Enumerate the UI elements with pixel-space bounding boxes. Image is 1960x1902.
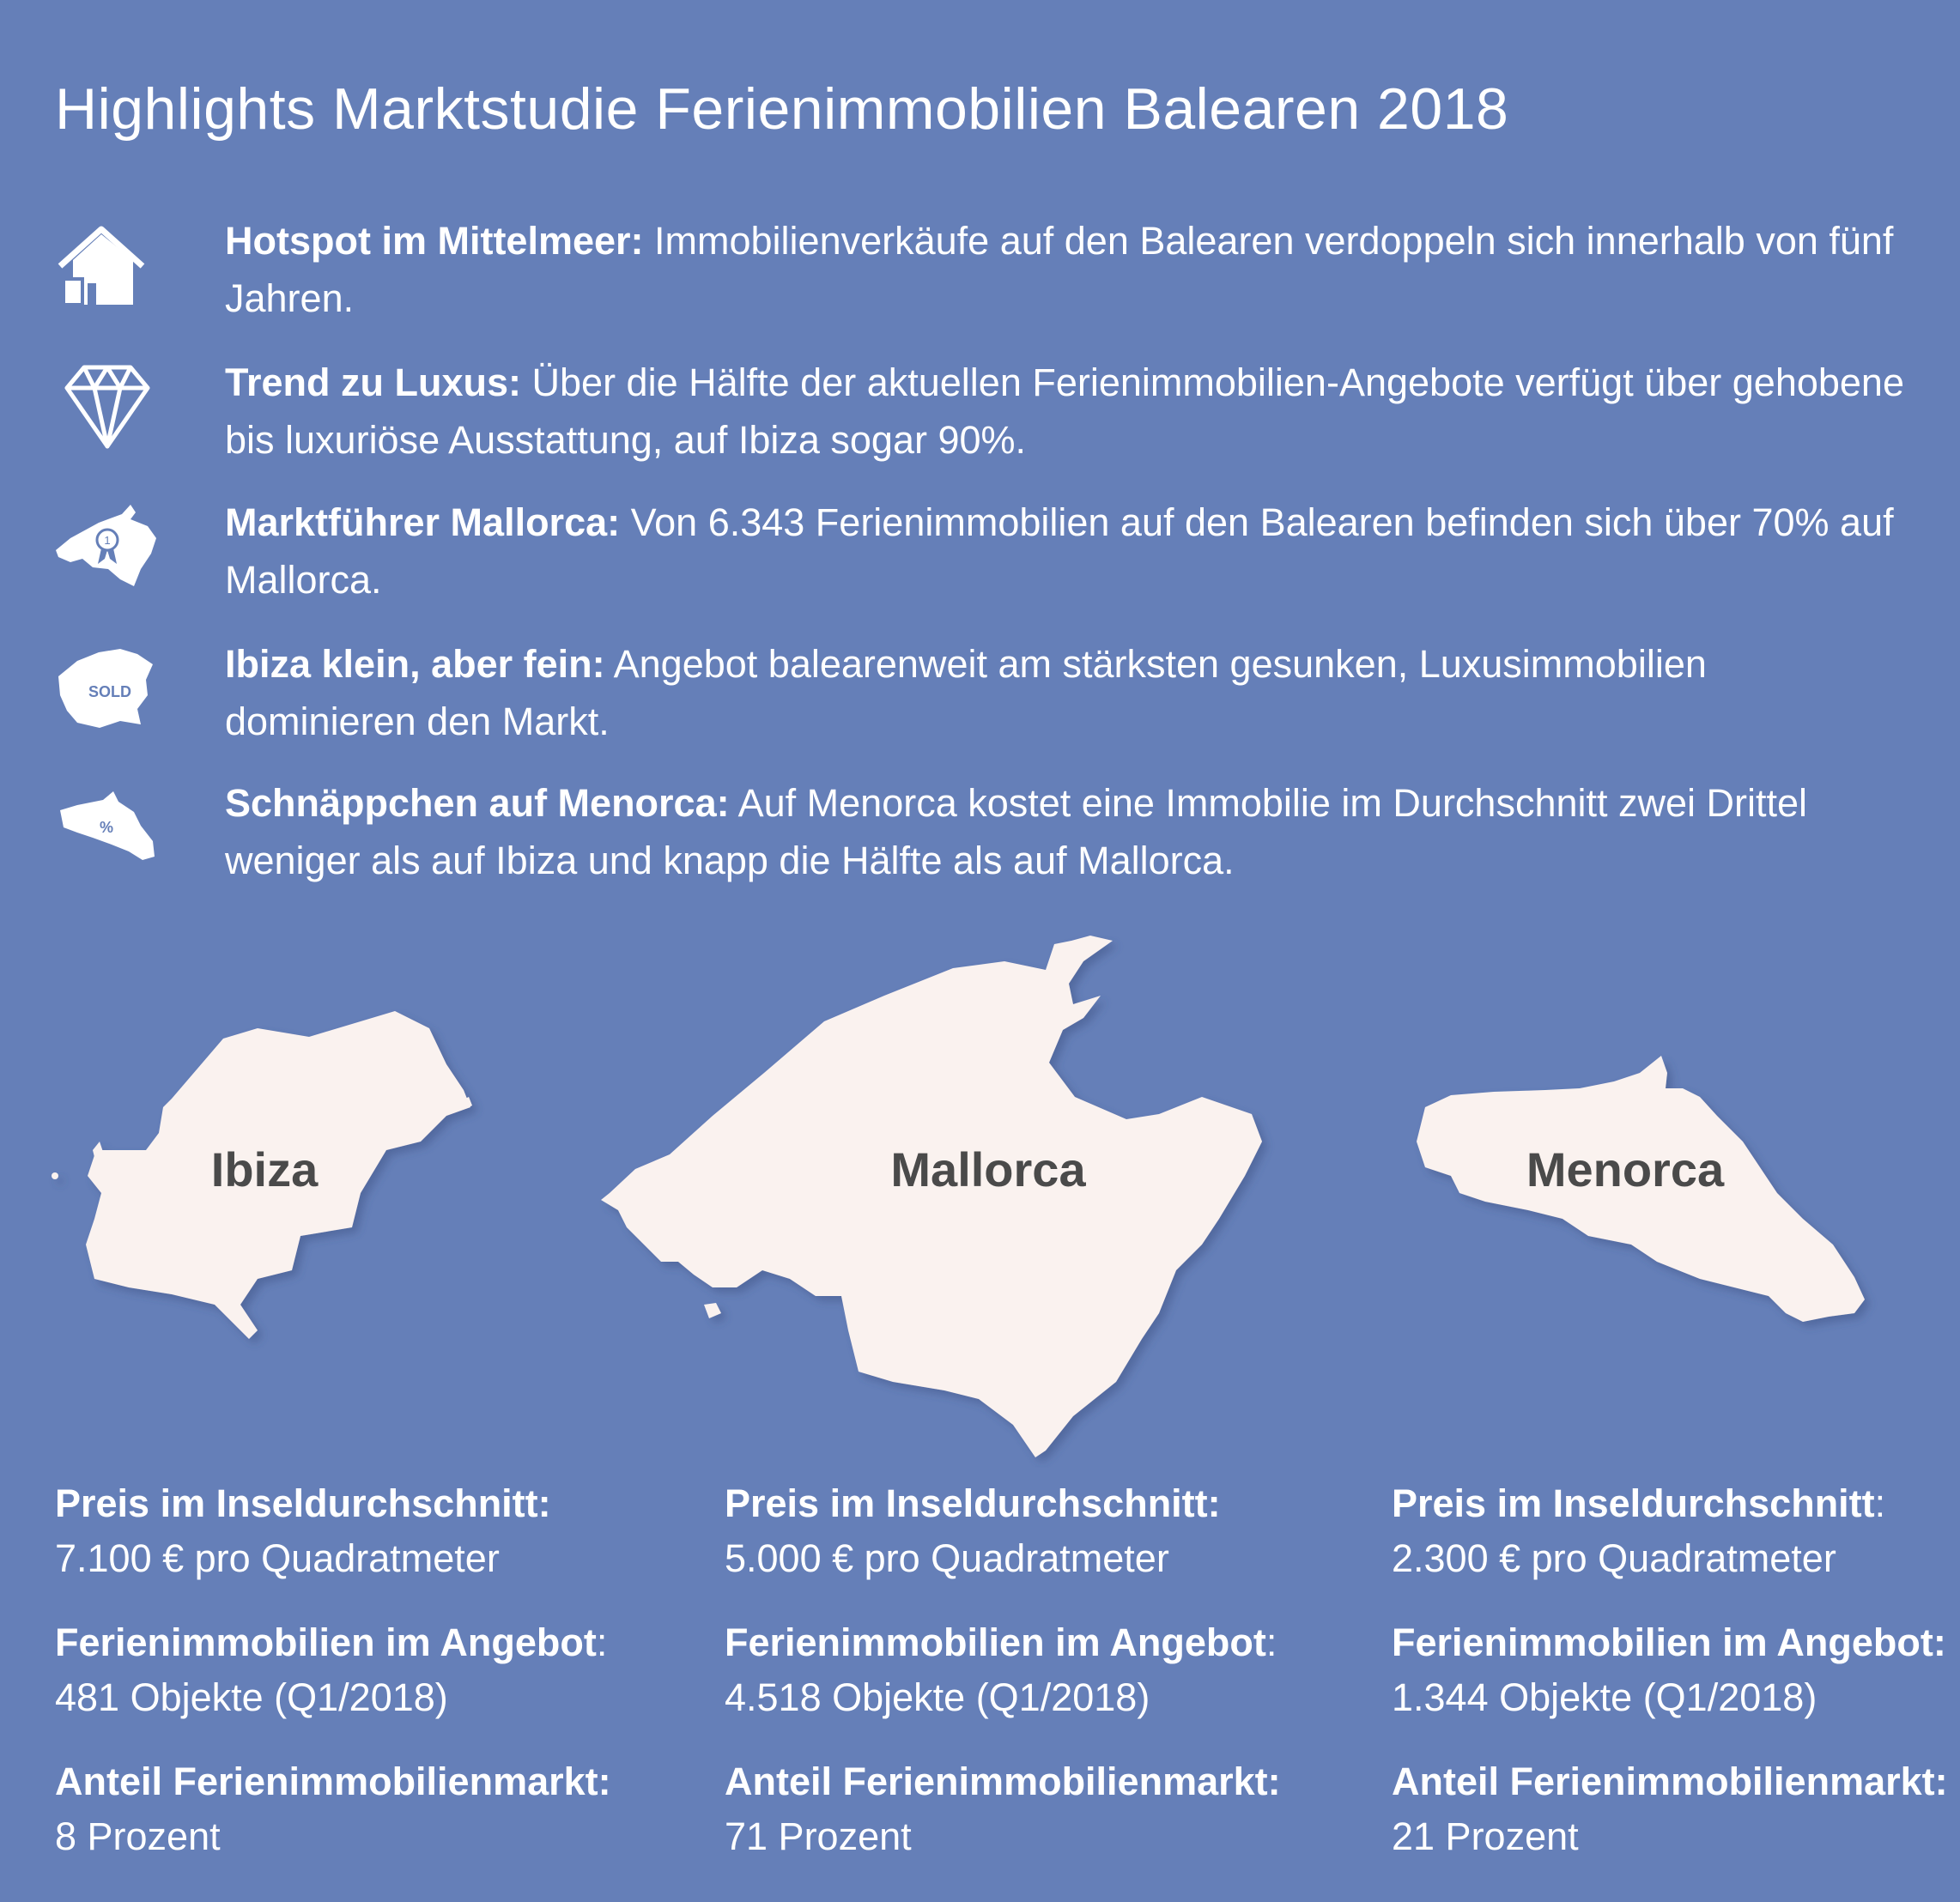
menorca-label: Menorca: [1526, 1142, 1725, 1196]
price-label: Preis im Inseldurchschnitt:: [1392, 1481, 1886, 1525]
house-icon: [52, 219, 163, 313]
highlight-text: Immobilienverkäufe auf den Balearen verdoppeln sich innerhalb von fünf Jahren.: [225, 219, 1894, 320]
sold-label: SOLD: [88, 683, 132, 700]
share-label: Anteil Ferienimmobilienmarkt:: [55, 1760, 611, 1803]
share-label: Anteil Ferienimmobilienmarkt:: [725, 1760, 1281, 1803]
share-label: Anteil Ferienimmobilienmarkt:: [1392, 1760, 1948, 1803]
offer-label: Ferienimmobilien im Angebot:: [725, 1620, 1277, 1664]
ibiza-sold-icon: [52, 642, 163, 736]
offer-label: Ferienimmobilien im Angebot:: [55, 1620, 608, 1664]
highlight-heading: Schnäppchen auf Menorca:: [225, 781, 730, 825]
stats-menorca: [1392, 1476, 1960, 1893]
highlight-heading: Marktführer Mallorca:: [225, 500, 621, 544]
stats-mallorca: [725, 1476, 1326, 1893]
price-value: 5.000 € pro Quadratmeter: [725, 1536, 1169, 1580]
offer-value: 481 Objekte (Q1/2018): [55, 1675, 448, 1719]
diamond-icon: [52, 360, 163, 455]
highlight-luxus: [52, 360, 1923, 489]
offer-value: 1.344 Objekte (Q1/2018): [1392, 1675, 1817, 1719]
price-value: 7.100 € pro Quadratmeter: [55, 1536, 500, 1580]
island-maps: [0, 936, 1960, 1468]
stats-ibiza: [55, 1476, 656, 1893]
offer-value: 4.518 Objekte (Q1/2018): [725, 1675, 1150, 1719]
share-value: 71 Prozent: [725, 1814, 912, 1858]
highlight-heading: Trend zu Luxus:: [225, 360, 522, 404]
menorca-percent-icon: [52, 781, 163, 875]
page-title: Highlights Marktstudie Ferienimmobilien Balearen 2018: [55, 76, 1509, 142]
highlight-text: Angebot balearenweit am stärksten gesunken, Luxusimmobilien dominieren den Markt.: [225, 642, 1707, 743]
offer-label: Ferienimmobilien im Angebot:: [1392, 1620, 1946, 1664]
ibiza-label: Ibiza: [210, 1142, 319, 1196]
share-value: 21 Prozent: [1392, 1814, 1579, 1858]
price-label: Preis im Inseldurchschnitt:: [725, 1481, 1221, 1525]
highlight-text: Von 6.343 Ferienimmobilien auf den Balearen befinden sich über 70% auf Mallorca.: [225, 500, 1894, 602]
highlight-hotspot: [52, 219, 1923, 348]
highlight-text: Über die Hälfte der aktuellen Ferienimmobilien-Angebote verfügt über gehobene bis luxuriöse Ausstattung, auf Ibiza sogar 90%.: [225, 360, 1904, 462]
highlight-text: Auf Menorca kostet eine Immobilie im Durchschnitt zwei Drittel weniger als auf Ibiza und knapp die Hälfte als auf Mallorca.: [225, 781, 1808, 882]
highlight-mallorca: [52, 500, 1923, 629]
highlight-menorca: [52, 781, 1923, 910]
mallorca-award-icon: [52, 500, 163, 595]
price-value: 2.300 € pro Quadratmeter: [1392, 1536, 1836, 1580]
highlight-ibiza: [52, 642, 1923, 771]
price-label: Preis im Inseldurchschnitt:: [55, 1481, 551, 1525]
percent-label: %: [99, 819, 114, 836]
share-value: 8 Prozent: [55, 1814, 221, 1858]
highlight-heading: Hotspot im Mittelmeer:: [225, 219, 644, 263]
svg-text:1: 1: [104, 534, 111, 547]
mallorca-label: Mallorca: [890, 1142, 1086, 1196]
highlight-heading: Ibiza klein, aber fein:: [225, 642, 605, 686]
